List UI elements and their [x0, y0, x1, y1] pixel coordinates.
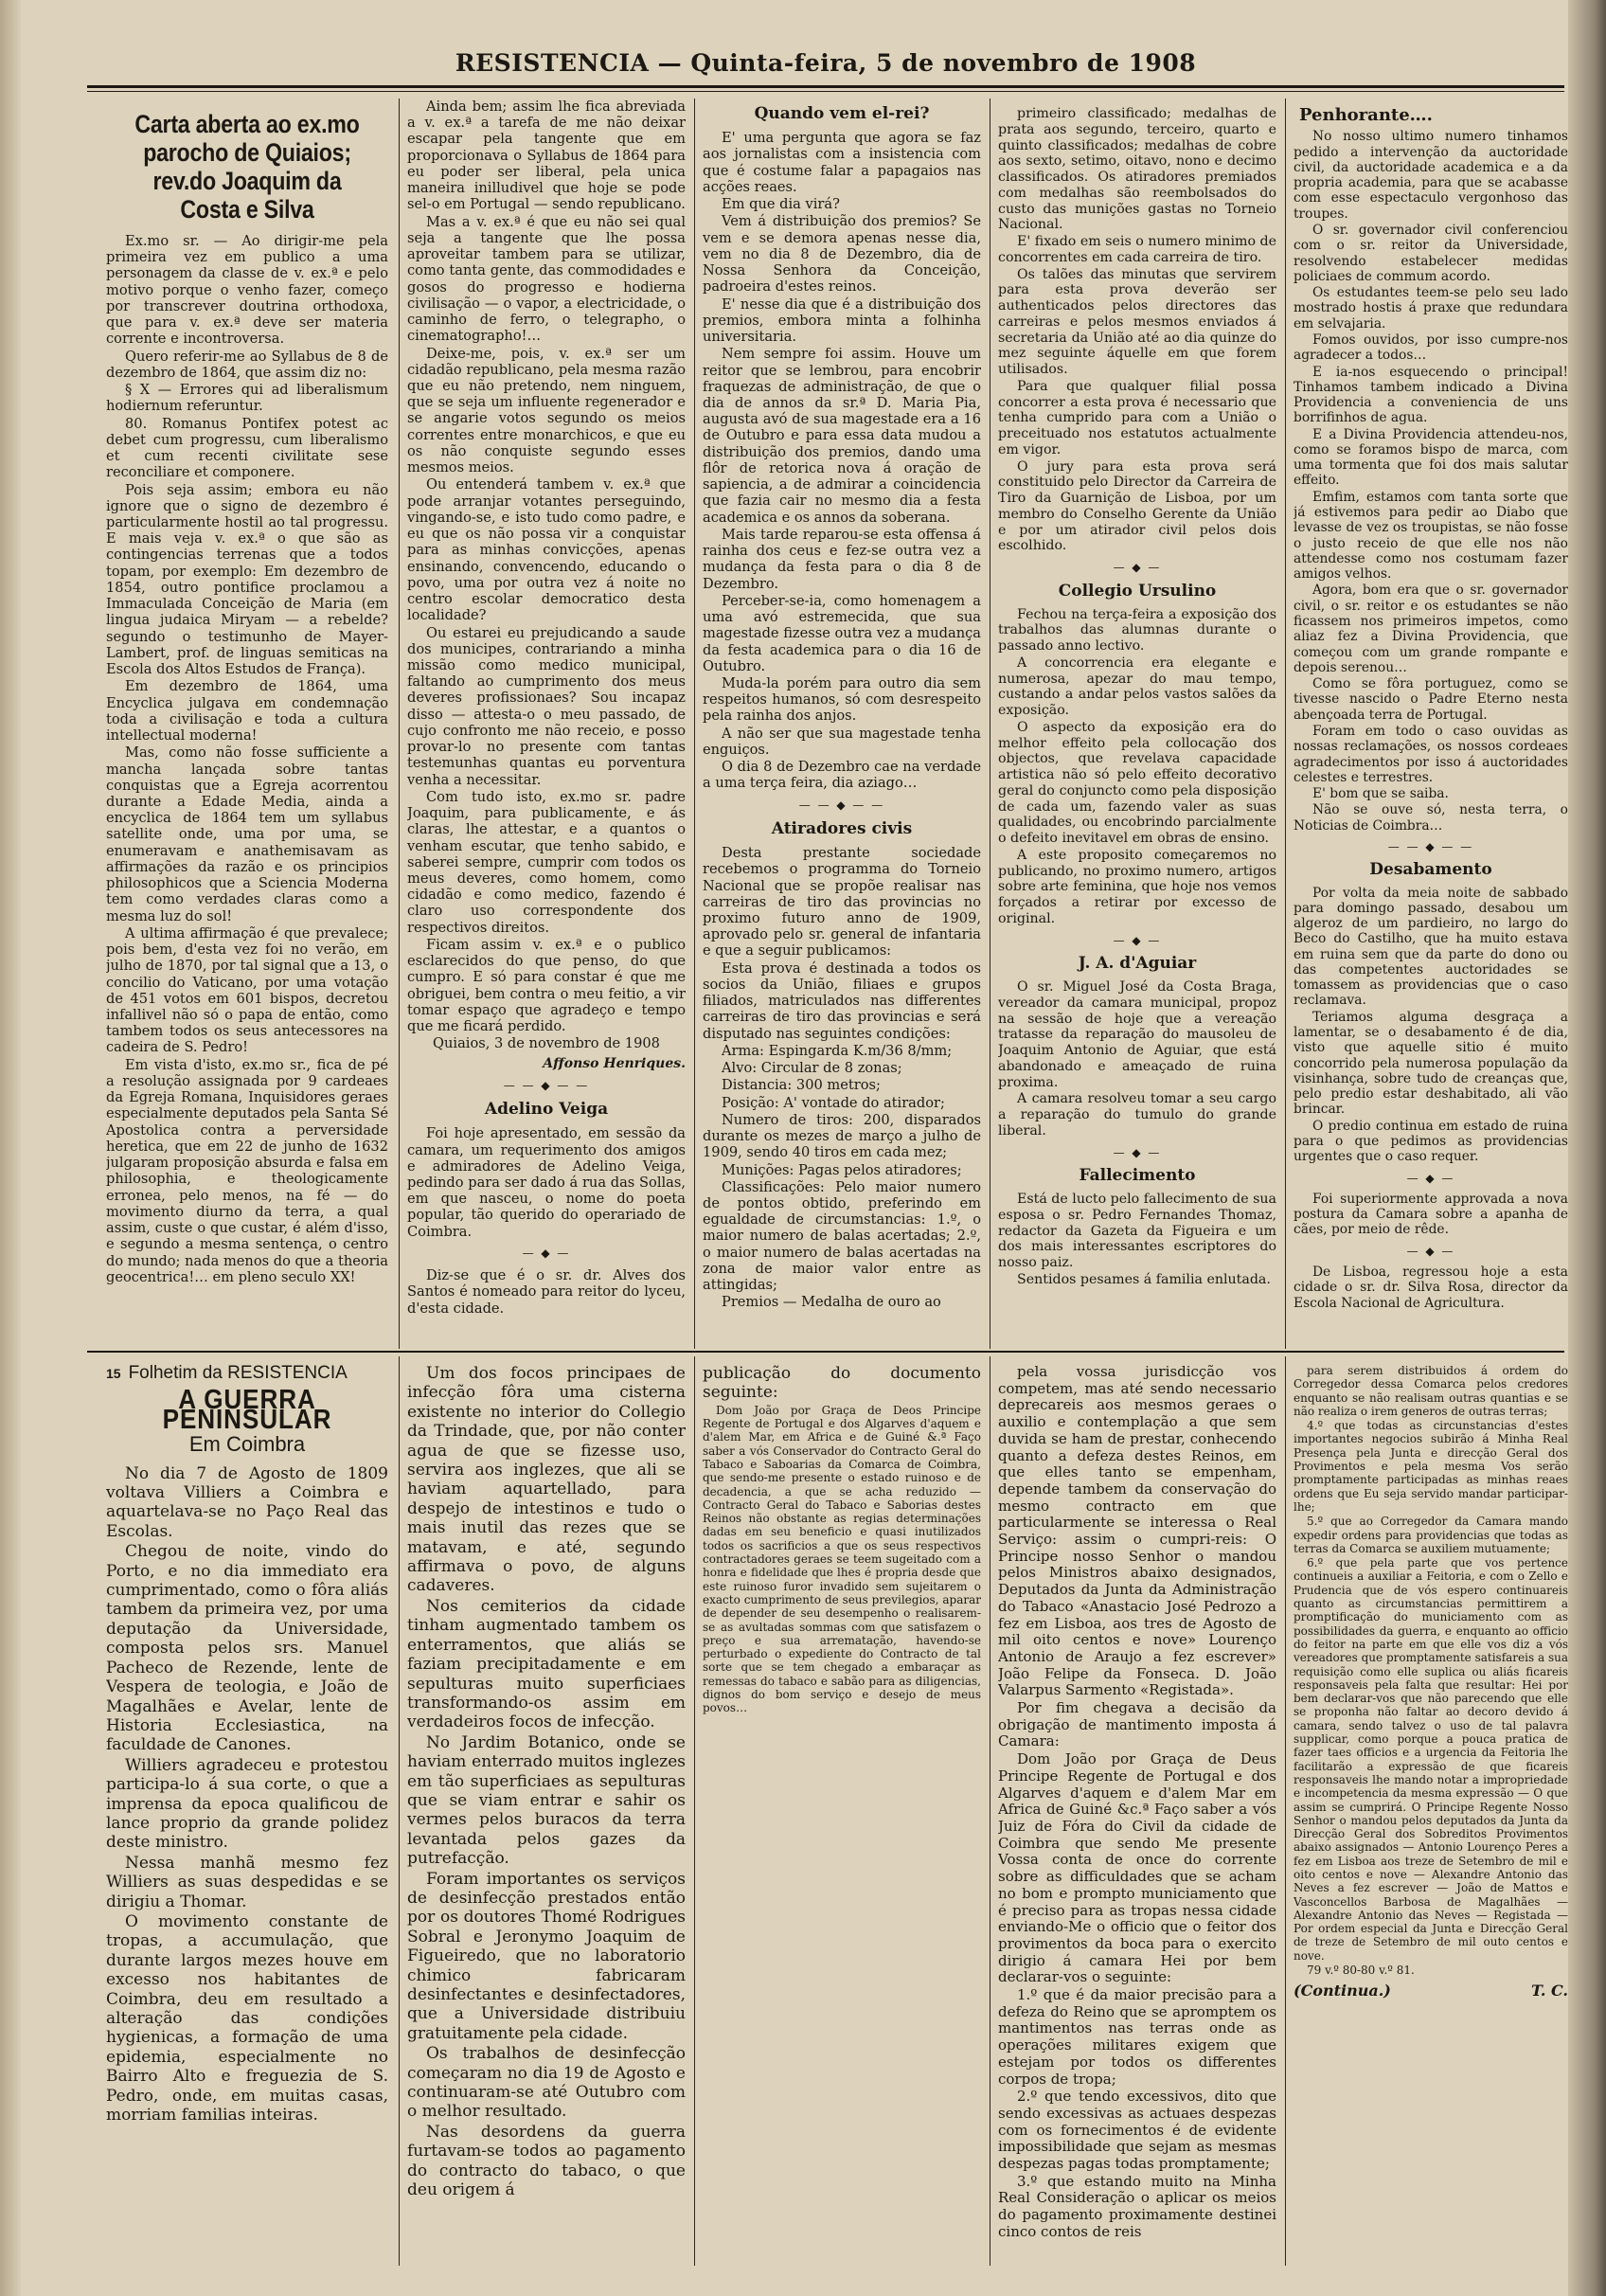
reitor-note: Diz-se que é o sr. dr. Alves dos Santos é nomeado para reitor do lyceu, d'esta cidade. — [407, 1267, 686, 1317]
paragraph: Distancia: 300 metros; — [722, 1077, 881, 1094]
paragraph: Chegou de noite, vindo do Porto, e no dia immediato era cumprimentado, como o fôra aliás tambem da primeira vez, por uma deputação da Universidade, composta pelos srs. Manuel Pacheco de Rezende, lente de Vespera de teologia, e João de Magalhães e Avelar, lente de Historia Ecclesiastica, na faculdade de Canones. — [106, 1542, 388, 1755]
folhetim-column-4 — [998, 1364, 1276, 2260]
paragraph: Os trabalhos de desinfecção começaram no dia 19 de Agosto e continuaram-se até Outubro com o melhor resultado. — [407, 2044, 686, 2122]
paragraph: Posição: A' vontade do atirador; — [722, 1094, 945, 1111]
paragraph: Arma: Espingarda K.m/36 8/mm; — [722, 1042, 953, 1059]
paragraph: E' bom que se saiba. — [1312, 786, 1449, 802]
folhetim-column-2 — [407, 1364, 686, 2260]
masthead-rule-thin — [87, 91, 1564, 92]
paragraph: Dom João por Graça de Deos Principe Regente de Portugal e dos Algarves d'aquem e d'alem Mar, em Africa e de Guiné &.ª Faço saber a vós Conservador do Contracto Geral do Tabaco e Saboarias da Comarca de Coimbra, que sendo-me presente o estado ruinoso e de decadencia, a que se acha reduzido — Contracto Geral do Tabaco e Saborias destes Reinos não obstante as regias determinações dadas em seu beneficio e quasi inutilizados todos os sacrificios a que os seus respectivos contractadores geraes se teem sugeitado com a honra e fidelidade que lhes é propria desde que este ruinoso furor invadido sem sujeitarem o exacto cumprimento de seus previlegios, aparar de depender de seu desempenho o realisarem-se as avultadas sommas com que satisfazem o preço e sua arrematação, havendo-se perturbado o expediente do Contracto de tal sorte que se tem chegado a embaraçar as remessas do tabaco e sabão para as diligencias, dignos do bom serviço e desejo de meus povos… — [703, 1403, 981, 1715]
ornament-divider: — — ◆ — — — [503, 1078, 590, 1092]
paragraph: Munições: Pagas pelos atiradores; — [722, 1161, 962, 1178]
carta-signature: Affonso Henriques. — [543, 1055, 686, 1071]
paragraph: Não se ouve só, nesta terra, o Noticias de Coimbra… — [1294, 802, 1568, 834]
ornament-divider: — ◆ — — [1113, 1145, 1162, 1159]
folhetim-number: 15 — [106, 1366, 121, 1381]
aguiar-body — [998, 979, 1276, 1139]
paragraph: Quero referir-me ao Syllabus de 8 de dezembro de 1864, que assim diz no: — [106, 348, 388, 381]
paragraph: primeiro classificado; medalhas de prata aos segundo, terceiro, quarto e quinto classificados; medalhas de cobre aos sexto, setimo, oitavo, nono e decimo classificados. Os atiradores premiados com medalhas são reembolsados do custo das munições gastas no Torneio Nacional. — [998, 106, 1276, 233]
paragraph: O dia 8 de Dezembro cae na verdade a uma terça feira, dia aziago… — [703, 759, 981, 792]
paragraph: 2.º que tendo excessivos, dito que sendo excessivas as actuaes despezas com os fornecimentos é de evidente impossibilidade que sejam as mesmas despezas pagas todas promptamente; — [998, 2088, 1276, 2173]
paragraph: Pois seja assim; embora eu não ignore que o signo de dezembro é particularmente hostil ao tal progressu. E mais veja v. ex.ª o que são as contingencias terrenas que a todos topam, por exemplo: Em dezembro de 1854, outro pontifice proclamou a Immaculada Conceição de Maria (em lingua judaica Miryam — a rebelde? segundo o testimunho de Mayer-Lambert, prof. de linguas semiticas na Escola dos Altos Estudos de França). — [106, 481, 388, 678]
paragraph: No nosso ultimo numero tinhamos pedido a intervenção da auctoridade civil, da auctoridade academica e a da propria academia, para que se acabasse com esse espectaculo vergonhoso das troupes. — [1294, 129, 1568, 222]
folhetim-body-3 — [703, 1404, 981, 1715]
folhetim-doc-lead: publicação do documento seguinte: — [703, 1364, 981, 1403]
paragraph: Nem sempre foi assim. Houve um reitor que se lembrou, para encobrir fraquezas de administração, de que o dia de annos da sr.ª D. Maria Pia, augusta avó de sua magestade era a 16 de Outubro e para essa data mudou a distribuição dos premios, dando uma flôr de retorica nova á oração de sapiencia, a de admirar a coincidencia que fazia cair no mesmo dia a festa academica e os annos da soberana. — [703, 346, 981, 526]
column-1 — [106, 106, 388, 1337]
paragraph: Muda-la porém para outro dia sem respeitos humanos, só com desrespeito pela rainha dos anjos. — [703, 674, 981, 725]
ornament-divider: — ◆ — — [522, 1246, 571, 1260]
folhetim-rule — [87, 1351, 1564, 1353]
paragraph: O sr. governador civil conferenciou com o sr. reitor da Universidade, resolvendo estabelecer medidas policiaes de commum acordo. — [1294, 222, 1568, 284]
article-title-penhorante: Penhorante…. — [1299, 106, 1433, 125]
paragraph: Deixe-me, pois, v. ex.ª ser um cidadão republicano, pela mesma razão que eu não pretendo, nem ninguem, que se seja um influente regenerador e se angarie votos segundo os meios correntes entre monarchicos, e que eu os não conquiste segundo esses mesmos meios. — [407, 345, 686, 476]
paragraph: Está de lucto pelo fallecimento de sua esposa o sr. Pedro Fernandes Thomaz, redactor da Gazeta da Figueira e um dos mais interessantes escriptores do nosso paiz. — [998, 1192, 1276, 1270]
paragraph: Sentidos pesames á familia enlutada. — [1017, 1271, 1271, 1287]
paragraph: O movimento constante de tropas, a accumulação, que durante largos mezes houve em excesso nos habitantes de Coimbra, deu em resultado a alteração das condições hygienicas, a formação de uma epidemia, especialmente no Bairro Alto e freguezia de S. Pedro, onde, em muitas casas, morriam familias inteiras. — [106, 1911, 388, 2126]
folhetim-column-1 — [106, 1360, 388, 2260]
article-title-carta: Carta aberta ao ex.mo parocho de Quiaios; rev.do Joaquim da Costa e Silva — [134, 110, 360, 224]
column-divider — [1285, 99, 1286, 1349]
column-2 — [407, 99, 686, 1339]
article-title-quando: Quando vem el-rei? — [754, 106, 930, 123]
paragraph: Emfim, estamos com tanta sorte que já estivemos para pedir ao Diabo que levasse de vez os troupistas, se não fosse o justo receio de que elle nos não attendesse como nos costumam fazer amigos velhos. — [1294, 489, 1568, 583]
caes-note: Foi superiormente approvada a nova postura da Camara sobre a apanha de cães, por meio de rêde. — [1294, 1191, 1568, 1238]
paragraph: Com tudo isto, ex.mo sr. padre Joaquim, para publicamente, e ás claras, lhe attestar, e a quantos o venham escutar, que tenho sabido, e saberei sempre, cumprir com todos os meus deveres, como homem, como cidadão e como medico, fazendo é claro uso correspondente dos respectivos direitos. — [407, 788, 686, 936]
paragraph: Em dezembro de 1864, uma Encyclica julgava em condemnação toda a civilisação e toda a cultura intellectual moderna! — [106, 678, 388, 744]
paragraph: Nos cemiterios da cidade tinham augmentado tambem os enterramentos, que aliás se faziam precipitadamente e em sepulturas muito superficiaes transformando-os assim em verdadeiros focos de infecção. — [407, 1596, 686, 1732]
paragraph: Teriamos alguma desgraça a lamentar, se o desabamento é de dia, visto que aquelle sitio é muito concorrido pela numerosa população da visinhança, sobre tudo de creanças que, pelo predio estar deshabitado, ali vão brincar. — [1294, 1009, 1568, 1118]
paragraph: E' nesse dia que é a distribuição dos premios, embora minta a folhinha universitaria. — [703, 296, 981, 346]
paragraph: Ou entenderá tambem v. ex.ª que pode arranjar votantes perseguindo, vingando-se, e isto tudo como padre, e eu que os não possa vir a conquistar para as minhas convicções, apenas ensinando, convencendo, educando o povo, uma por outra vez á noite no centro escolar democratico desta localidade? — [407, 476, 686, 624]
column-divider — [399, 99, 400, 1349]
carta-continuation — [407, 99, 686, 1034]
folhetim-column-3 — [703, 1364, 981, 2260]
paragraph: Perceber-se-ia, como homenagem a uma avó estremecida, que sua magestade fizesse outra vez a mudança da festa academica para o dia 16 de Outubro. — [703, 592, 981, 674]
column-divider — [694, 99, 695, 1349]
paragraph: Por volta da meia noite de sabbado para domingo passado, desabou um algeroz de um pardieiro, no largo do Beco do Castilho, que ha muito estava em ruina sem que da parte do dono ou das competentes auctoridades se tomassem as providencias que o caso reclamava. — [1294, 885, 1568, 1009]
paragraph: 6.º que pela parte que vos pertence continueis a auxiliar a Feitoria, e com o Zello e Prudencia que de vós espero continuareis quanto as circumstancias permittirem a promptificação do municiamento com as possibilidades da guerra, e enquanto ao officio do feitor na parte em que elle vos diz a vós vereadores que promptamente satisfareis a sua requisição como elle suplica ou aliás ficareis responsaveis pela falta que resultar: Hei por bem declarar-vos que não parecendo que elle se proponha não faltar ao decoro devido á camara, sendo talvez o uso de tal palavra supplicar, como porque a pouca pratica de fazer taes officios e a urgencia da Feitoria lhe facilitarão a expressão de que ficareis responsaveis lhe mando notar a impropriedade e incompetencia da mesma expressão — O que assim se cumprirá. O Principe Regente Nosso Senhor o mandou pelos deputados da Junta da Direcção Geral dos Sobreditos Provimentos abaixo assignados — Antonio Lourenço Peres a fez em Lisboa aos treze de Setembro de mil e oito centos e nove — Alexandre Antonio das Neves a fez escrever — João de Mattos e Vasconcellos Barbosa de Magalhães — Alexandre Antonio das Neves — Registada — Por ordem especial da Junta e Direcção Geral de treze de Setembro de mil outo centos e nove. — [1294, 1556, 1568, 1963]
paragraph: Classificações: Pelo maior numero de pontos obtido, preferindo em egualdade de circumstancias: 1.º, o maior numero de balas acertadas; 2.º, o maior numero de balas acertadas na zona de maior valor entre as attingidas; — [703, 1178, 981, 1294]
paragraph: Como se fôra portuguez, como se tivesse nascido o Padre Eterno nesta abençoada terra de Portugal. — [1294, 676, 1568, 723]
adelino-body — [407, 1125, 686, 1240]
article-title-aguiar: J. A. d'Aguiar — [1078, 954, 1197, 974]
paragraph: Foi hoje apresentado, em sessão da camara, um requerimento dos amigos e admiradores de Adelino Veiga, pedindo para ser dado á rua das Sollas, em que nasceu, o nome do poeta popular, tão querido do operariado de Coimbra. — [407, 1125, 686, 1240]
column-divider — [694, 1356, 695, 2266]
paragraph: O predio continua em estado de ruina para o que pedimos as providencias urgentes que o caso requer. — [1294, 1118, 1568, 1165]
paragraph: Os talões das minutas que servirem para esta prova deverão ser authenticados pelos directores das carreiras e pelos mesmos enviados á secretaria da União até ao dia quinze do mez seguinte áquelle em que forem utilisados. — [998, 266, 1276, 377]
author-initials: T. C. — [1530, 1982, 1568, 2000]
ornament-divider: — ◆ — — [1113, 561, 1162, 574]
paragraph: 5.º que ao Corregedor da Camara mando expedir ordens para providencias que todas as terras da Comarca se auxiliem mutuamente; — [1294, 1515, 1568, 1555]
paragraph: Dom João por Graça de Deus Principe Regente de Portugal e dos Algarves d'aquem e d'alem Mar em Africa de Guiné &c.ª Faço saber a vós Juiz de Fóra do Civil da cidade de Coimbra que sendo Me presente Vossa conta de once do corrente sobre as difficuldades que se acham no bom e prompto municiamento que é preciso para as tropas nessa cidade enviando-Me o officio que o feitor dos provimentos da boca para o exercito dirigio á camara Hei por bem declarar-vos o seguinte: — [998, 1750, 1276, 1986]
paragraph: Ex.mo sr. — Ao dirigir-me pela primeira vez em publico a uma personagem da classe de v. ex.ª e pelo motivo porque o venho fazer, começo por transcrever doutrina orthodoxa, que para v. ex.ª deve ser materia corrente e incontroversa. — [106, 233, 388, 348]
fallecimento-body — [998, 1192, 1276, 1288]
paragraph: Ficam assim v. ex.ª e o publico esclarecidos do que penso, do que cumpro. E só para constar é que me obriguei, bem contra o meu feitio, a vir tomar espaço que agradeço e tempo que me ficará perdido. — [407, 936, 686, 1035]
column-divider — [1285, 1356, 1286, 2266]
article-title-adelino: Adelino Veiga — [484, 1100, 609, 1120]
paragraph: A não ser que sua magestade tenha enguiços. — [703, 725, 981, 758]
paragraph: E a Divina Providencia attendeu-nos, como se foramos bispo de marca, com uma tormenta que foi dos mais salutar effeito. — [1294, 426, 1568, 489]
lisboa-note: De Lisboa, regressou hoje a esta cidade o sr. dr. Silva Rosa, director da Escola Nacional de Agricultura. — [1294, 1264, 1568, 1311]
paragraph: E' fixado em seis o numero minimo de concorrentes em cada carreira de tiro. — [998, 234, 1276, 265]
paragraph: 4.º que todas as circunstancias d'estes importantes negocios subirão á Minha Real Presença pela Junta e direcção Geral dos Provimentos e pela mesma Vos serão promptamente participadas as minhas reaes ordens que Eu seja servido mandar participar-lhe; — [1294, 1419, 1568, 1514]
article-title-desabamento: Desabamento — [1369, 860, 1492, 880]
paragraph: E ia-nos esquecendo o principal! Tinhamos tambem indicado a Divina Providencia a conveniencia de uns borrifinhos de agua. — [1294, 364, 1568, 426]
paragraph: Alvo: Circular de 8 zonas; — [722, 1060, 902, 1077]
paragraph: Agora, bom era que o sr. governador civil, o sr. reitor e os estudantes se não ficassem nos primeiros impetos, como aliaz fez a Divina Providencia, que começou com um grande rompante e depois serenou… — [1294, 583, 1568, 675]
continua-label: (Continua.) — [1294, 1982, 1391, 2000]
paragraph: Nas desordens da guerra furtavam-se todos ao pagamento do contracto do tabaco, o que deu origem á — [407, 2122, 686, 2200]
paragraph: E' uma pergunta que agora se faz aos jornalistas com a insistencia com que é costume falar a papagaios nas acções reaes. — [703, 130, 981, 195]
paragraph: Desta prestante sociedade recebemos o programma do Torneio Nacional que se propõe realisar nas carreiras de tiro das provincias no proximo futuro anno de 1909, aprovado pelo sr. general de infantaria e que a seguir publicamos: — [703, 845, 981, 960]
paragraph: A concorrencia era elegante e numerosa, apezar do mau tempo, custando a andar pelos vastos salões da exposição. — [998, 655, 1276, 718]
paragraph: Esta prova é destinada a todos os socios da União, filiaes e grupos filiados, matriculados nas differentes carreiras de tiro das provincias e será disputado nas seguintes condições: — [703, 960, 981, 1042]
paragraph: 80. Romanus Pontifex potest ac debet cum progressu, cum liberalismo et cum recenti civilitate sese reconciliare et componere. — [106, 415, 388, 481]
column-3 — [703, 106, 981, 1337]
ornament-divider: — — ◆ — — — [1387, 839, 1474, 853]
paragraph: Foram importantes os serviços de desinfecção prestados então por os doutores Thomé Rodrigues Sobral e Jeronymo Joaquim de Figueiredo, que no laboratorio chimico fabricaram desinfectantes e desinfectadores, que a Universidade distribuiu gratuitamente pela cidade. — [407, 1869, 686, 2043]
paragraph: Fomos ouvidos, por isso cumpre-nos agradecer a todos… — [1294, 332, 1568, 364]
paragraph: Ou estarei eu prejudicando a saude dos municipes, contrariando a minha missão como medico municipal, faltando ao cumprimento dos meus deveres profissionaes? Sou incapaz disso — attesta-o o meu passado, de cujo confronto me não receio, e posso provar-lo no presente com tantas testemunhas quantas eu porventura venha a necessitar. — [407, 624, 686, 788]
paragraph: Ainda bem; assim lhe fica abreviada a v. ex.ª a tarefa de me não deixar escapar pela tangente que em proporcionava o Syllabus de 1864 para eu poder ser liberal, pela unica maneira inilludivel que hoje se pode sel-o em Portugal — sendo republicano. — [407, 99, 686, 213]
paragraph: pela vossa jurisdicção vos competem, mas até sendo necessario deprecareis aos mesmos geraes o auxilio e contemplação a que sem duvida se ham de prestar, conhecendo quanto a defeza destes Reinos, em que elles tanto se empenham, depende tambem da conservação do mesmo contracto em que particularmente se interessa o Real Serviço: assim o cumpri-reis: O Principe nosso Senhor o mandou pelos Ministros abaixo designados, Deputados da Junta da Administração do Tabaco «Anastacio José Pedrozo a fez em Lisboa, aos tres de Agosto de mil oito centos e nove» Lourenço Antonio de Araujo a fez escrever» João Felipe da Fonseca. D. João Valarpus Sarmento «Registada». — [998, 1364, 1276, 1699]
folhetim-label: Folhetim da RESISTENCIA — [128, 1363, 348, 1383]
ornament-divider: — ◆ — — [1406, 1171, 1455, 1185]
folhetim-footer — [1294, 1984, 1568, 1998]
paragraph: O jury para esta prova será constituido pelo Director da Carreira de Tiro da Guarnição de Lisboa, por um membro do Conselho Gerente da União e por um atirador civil pelos dois escolhido. — [998, 458, 1276, 554]
paragraph: para serem distribuidos á ordem do Corregedor dessa Comarca pelos credores enquanto se não realisam outras quantias e se não realiza o irem generos de outras terras; — [1294, 1364, 1568, 1418]
paragraph: Premios — Medalha de ouro ao — [722, 1294, 941, 1311]
paragraph: Os estudantes teem-se pelo seu lado mostrado hostis á praxe que redundara em selvajaria. — [1294, 285, 1568, 332]
ornament-divider: — ◆ — — [1406, 1244, 1455, 1258]
paragraph: No Jardim Botanico, onde se haviam enterrado muitos inglezes em tão superficiaes as sepulturas que se viam entrar e sahir os vermes pelos buracos da terra levantada pelos gazes da putrefacção. — [407, 1732, 686, 1869]
paragraph: Numero de tiros: 200, disparados durante os mezes de março a julho de 1909, sendo 40 tiros em cada mez; — [703, 1111, 981, 1161]
quando-body — [703, 130, 981, 791]
paragraph: Vem á distribuição dos premios? Se vem e se demora apenas nesse dia, vem no dia 8 de Dezembro, dia de Nossa Senhora da Conceição, padroeira d'estes reinos. — [703, 213, 981, 296]
paragraph: 3.º que estando muito na Minha Real Consideração o aplicar os meios do pagamento proximamente destinei cinco contos de reis — [998, 2172, 1276, 2240]
folhetim-body-1 — [106, 1464, 388, 2126]
paragraph: A camara resolveu tomar a seu cargo a reparação do tumulo do grande liberal. — [998, 1091, 1276, 1139]
masthead: RESISTENCIA — Quinta-feira, 5 de novembro de 1908 — [455, 49, 1197, 77]
article-title-ursulino: Collegio Ursulino — [1058, 581, 1217, 601]
masthead-rule — [87, 85, 1564, 88]
article-title-fallecimento: Fallecimento — [1079, 1166, 1196, 1186]
paragraph: Williers agradeceu e protestou participa-lo á sua corte, o que a imprensa da epoca qualificou de lance proprio da grande polidez deste ministro. — [106, 1755, 388, 1853]
paragraph: Um dos focos principaes de infecção fôra uma cisterna existente no interior do Collegio da Trindade, que, por não conter agua de que se fizesse uso, servira aos inglezes, que ali se haviam aquartellado, para despejo de intestinos e tudo o mais inutil das rezes que se matavam, e até, segundo affirmava o povo, de alguns cadaveres. — [407, 1364, 686, 1596]
folhetim-subtitle: Em Coimbra — [188, 1432, 306, 1457]
ornament-divider: — ◆ — — [1113, 933, 1162, 947]
paragraph: Fechou na terça-feira a exposição dos trabalhos das alumnas durante o passado anno lectivo. — [998, 606, 1276, 654]
paragraph: Mais tarde reparou-se esta offensa á rainha dos ceus e fez-se outra vez a mudança da festa para o dia 8 de Dezembro. — [703, 526, 981, 592]
column-5 — [1294, 106, 1568, 1337]
paragraph: O aspecto da exposição era do melhor effeito pela collocação dos objectos, que revelava capacidade artistica não só pelo effeito decorativo geral do conjuncto como pela disposição de cada um, fazendo valer as suas qualidades, ou encobrindo parcialmente o defeito inevitavel em obras de ensino. — [998, 719, 1276, 846]
folhetim-title: A GUERRA PENINSULAR — [162, 1385, 332, 1435]
folhetim-body-5 — [1294, 1364, 1568, 1977]
paragraph: Nessa manhã mesmo fez Williers as suas despedidas e se dirigiu a Thomar. — [106, 1853, 388, 1911]
paragraph: § X — Errores qui ad liberalismum hodiernum referuntur. — [106, 382, 388, 415]
paragraph: 1.º que é da maior precisão para a defeza do Reino que se apromptem os mantimentos nas terras onde as operações militares exigem que estejam por todos os differentes corpos de tropa; — [998, 1986, 1276, 2088]
paragraph: Mas a v. ex.ª é que eu não sei qual seja a tangente que lhe possa aproveitar tambem para se utilizar, como tanta gente, das commodidades e gosos do progresso e hodierna civilisação — o vapor, a electricidade, o caminho de ferro, o telegrapho, o cinematographo!… — [407, 213, 686, 345]
paragraph: Mas, como não fosse sufficiente a mancha lançada sobre tantas conquistas que a Egreja acorrentou durante a Edade Media, ainda a encyclica de 1864 tem um syllabus satellite onde, uma por uma, se enumeravam e anathemisavam as affirmações da razão e os principios philosophicos que a Sciencia Moderna tem como verdades claras como a mesma luz do sol! — [106, 744, 388, 924]
column-divider — [399, 1356, 400, 2266]
paragraph: A este proposito começaremos no publicando, no proximo numero, artigos sobre arte feminina, que hoje nos vemos forçados a retirar por excesso de original. — [998, 847, 1276, 926]
folhetim-body-4 — [998, 1364, 1276, 2241]
paragraph: A ultima affirmação é que prevalece; pois bem, d'esta vez foi no verão, em julho de 1870, por tal signal que a 13, o concilio do Vaticano, por uma votação de 451 votos em 601 bispos, decretou infallivel não só o papa de então, como tambem todos os seus antecessores na cadeira de S. Pedro! — [106, 924, 388, 1056]
ornament-divider: — — ◆ — — — [798, 798, 885, 812]
paragraph: Em que dia virá? — [722, 196, 840, 213]
paragraph: O sr. Miguel José da Costa Braga, vereador da camara municipal, propoz na sessão de hoje que a vereação tratasse da reparação do mausoleu de Joaquim Antonio de Aguiar, que está abandonado e ameaçado de ruina proxima. — [998, 979, 1276, 1090]
article-title-atiradores: Atiradores civis — [771, 818, 913, 838]
atiradores-continuation — [998, 106, 1276, 554]
desabamento-body — [1294, 886, 1568, 1165]
column-4 — [998, 106, 1276, 1337]
carta-body — [106, 233, 388, 1285]
folhetim-column-5 — [1294, 1364, 1568, 2260]
atiradores-body — [703, 845, 981, 1311]
paragraph: Por fim chegava a decisão da obrigação de mantimento imposta á Camara: — [998, 1699, 1276, 1750]
page-right-fold — [1568, 0, 1606, 2296]
carta-date: Quiaios, 3 de novembro de 1908 — [433, 1035, 660, 1052]
ursulino-body — [998, 607, 1276, 927]
penhorante-body — [1294, 129, 1568, 834]
paragraph: Foram em todo o caso ouvidas as nossas reclamações, os nossos cordeaes agradecimentos por isso á auctoridades celestes e terrestres. — [1294, 723, 1568, 785]
paragraph: Para que qualquer filial possa concorrer a esta prova é necessario que tenha cumprido para com a União o preceituado nos estatutos actualmente em vigor. — [998, 378, 1276, 457]
paragraph: No dia 7 de Agosto de 1809 voltava Villiers a Coimbra e aquartelava-se no Paço Real das Escolas. — [106, 1463, 388, 1541]
folhetim-header — [106, 1364, 388, 1383]
folhetim-body-2 — [407, 1364, 686, 2199]
page-left-shadow — [0, 0, 21, 2296]
paragraph: 79 v.º 80-80 v.º 81. — [1307, 1964, 1415, 1978]
paragraph: Em vista d'isto, ex.mo sr., fica de pé a resolução assignada por 9 cardeaes da Egreja Romana, Inquisidores geraes especialmente deputados pela Santa Sé Apostolica contra a perversidade heretica, que em 22 de junho de 1632 julgaram proposição absurda e falsa em philosophia, e theologicamente erronea, pelo menos, na fé — do movimento diurno da terra, a qual assim, custe o que custar, é além d'isso, e segundo a mesma sentença, o centro do mundo; nada menos do que a theoria geocentrica!… em pleno seculo XX! — [106, 1056, 388, 1285]
